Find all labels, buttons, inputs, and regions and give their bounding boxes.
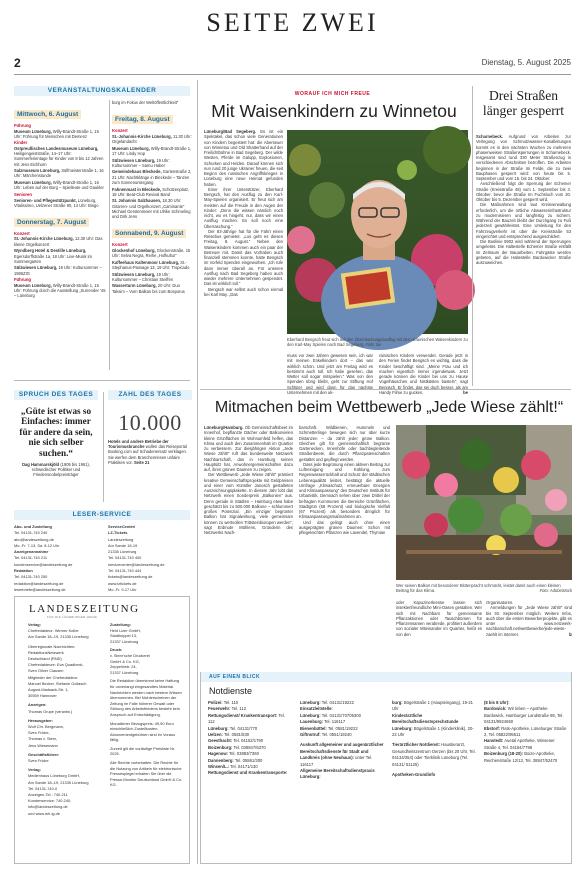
imprint-line-value: RedaktionsNetzwerk <box>28 649 64 655</box>
imprint-line-value: Überregionale Nachrichten: <box>28 643 76 649</box>
calendar-venue: Museum Lüneburg, <box>14 180 52 186</box>
notdienst-phone: Auetal Apotheke, Winsener Straße 4, Tel. 04184/7799 <box>484 738 555 750</box>
number-ref: Seite 21 <box>133 459 150 465</box>
paragraph: Bengsch war selbst auch schon einmal bei Karl May. „Das <box>204 286 283 297</box>
notdienst-col3 <box>392 700 476 778</box>
notdienst-entry <box>392 700 476 713</box>
calendar-venue: Senioren- und Pflegestützpunkt, <box>14 197 77 203</box>
calendar-detail: Glockenstraße, 15 Uhr: Selva Negra, Reihe „Hofkultur“ <box>112 247 191 258</box>
calendar-venue: Salzmuseum Lüneburg, <box>14 168 61 174</box>
notdienst-name: burg: <box>392 700 403 705</box>
notdienst-name: Giftnotruf: <box>300 732 321 738</box>
imprint-line-value: Mitglieder der Chefredaktion: <box>28 674 78 680</box>
calendar-venue: Museum Lüneburg, <box>14 282 52 288</box>
calendar-detail: burg im Fokus der Weltöffentlichkeit“ <box>112 100 179 105</box>
wiese-text-col3: oder Kapuzinerkresse lassen sich insektenfreundliche Mini-Oasen gestalten. Wer sich mit Nachbarn für gemeinsame Pflanzaktionen oder Tauschbörsen für Pflanzensamen verabrede, profitiert außerdem von sozialer Miteinander im Quartier, heißt es von den <box>396 600 482 637</box>
imprint-line-value: Sven Oliver Clausen <box>28 668 64 674</box>
article-headline: Mit Waisenkindern zu Winnetou <box>211 101 457 121</box>
notdienst-entry <box>300 742 384 768</box>
notdienst-entry <box>484 738 568 751</box>
quote-heading: SPRUCH DES TAGES <box>14 390 98 400</box>
imprint-line-value: info@landeszeitung.de <box>28 804 68 810</box>
notdienst-entry <box>392 742 476 768</box>
notdienst-name: Lauenburg: <box>300 719 324 725</box>
calendar-item <box>112 134 192 144</box>
notdienst-name: Rettungsdienst und Krankentransporte: <box>208 770 288 776</box>
notdienst-name: Tierärztlicher Notdienst: <box>392 742 441 748</box>
quote-author: Dag Hammarskjöld <box>22 462 60 468</box>
imprint-line-label: Verlag: <box>28 767 41 773</box>
notdienst-name: Geesthacht: <box>208 738 233 744</box>
calendar-venue: Museum Lüneburg, <box>112 145 150 151</box>
imprint-line-value: Monatlicher Bezugspreis: 49,90 Euro einschließlich Zustellkosten. Abonnementgebühren sind im Voraus fällig. <box>110 720 176 743</box>
article-kicker: WORAUF ICH MICH FREUE <box>294 91 371 97</box>
notdienst-entry <box>208 713 292 726</box>
service-line-value: Tel. 04131-740 211 <box>14 555 48 561</box>
service-line-label: Abo- und Zustellung <box>14 524 52 529</box>
notdienst-name: Lüneburg: <box>300 712 321 718</box>
imprint-line-value: August-Madsack-Str. 1, <box>28 687 69 693</box>
notdienst-phone: Tel. 038847/6370 <box>232 744 266 750</box>
calendar-venue: Sülzwiesen Lüneburg, <box>112 157 156 163</box>
imprint-line-label: Verlag: <box>28 622 41 627</box>
calendar-detail: Schützenplatz, 18 Uhr: Beat-Club Revival Band <box>112 186 190 197</box>
imprint-line-value: Am Sande 18–19, 21335 Lüneburg <box>28 634 89 640</box>
calendar-column-1 <box>14 100 106 300</box>
imprint-line <box>110 721 184 743</box>
calendar-detail: St.-Stephanus-Passage 13, 19 Uhr: Tropicado <box>112 259 190 270</box>
calendar-venue: St.-Johannis-Kirche Lüneburg, <box>112 133 172 139</box>
calendar-venue: Sülzwiesen Lüneburg, <box>14 265 58 271</box>
notdienst-entry <box>392 713 476 739</box>
notdienst-phone: unter Tel. 116117 <box>300 755 373 767</box>
quote-text: „Güte ist etwas so Einfaches: immer für andere da sein, nie sich selber suchen.“ <box>19 406 93 458</box>
service-line-value: Tel. 04131-740 250 <box>14 574 48 580</box>
notdienst-name: Polizei: <box>208 700 223 705</box>
service-right <box>108 524 194 593</box>
notdienst-name: Hanstedt: <box>484 738 504 744</box>
paragraph: Die Buslinie 5902 wird während der Sperrungen umgeleitet. Die Haltestelle Echemer Straße entfällt im Zeitraum der Bauarbeiten. Fahrgäste werden gebeten, auf die Haltestelle Bardowicker Straße auszuweichen. <box>476 239 571 265</box>
notdienst-name: Feuerwehr: <box>208 706 231 712</box>
notdienst-phone: Tel. 0581/830 <box>222 732 250 738</box>
wiese-text-col1: Lüneburg/Hamburg. Ob Gemeinschaftsbeet im Innenhof, bepflanzte Dächer oder Balkonvielen kleine Grünflächen im Wohnumfeld helfen, das Klima und auch den Zusammenhalt im Quartier zu verbessern. Zur diesjährigen Aktion „Jede Wiese zählt!“ ruft das bundesweite Netzwerk Nachbarschaft, das in Hamburg seinen Hauptsitz hat, Anwohnergemeinschaften dazu auf, ihren grünen Daumen zu zeigen. Der Wettbewerb „Jede Wiese zählt!“ prämiert kreative Gemeinschaftsprojekte mit Geldpreisen und einer vom Künstler Janosch gestalteten Auszeichnungsplakette. In diesem Jahr lobt das Netzwerk einen Sonderpreis „Balkonien“ aus. Denn gerade in Städten – Hamburg etwa habe geschätzt bis zu 500.000 Balkone – schlummert großes Potenzial. „Ein einziger begrünter Balkon hat Signalwirkung, viele gemeinsam können zu wertvollen Trittsteinbiotopen werden“, sagt Erdmute Mühlens, Gründerin des Netzwerks Nach- <box>204 425 293 535</box>
notdienst-entry <box>392 772 476 778</box>
service-line <box>108 587 194 593</box>
calendar-item <box>14 236 106 246</box>
notdienst-phone: Tel. 04131/770 <box>228 725 258 731</box>
service-line-value: Tel. 04131-740 400 <box>108 555 142 561</box>
balcony-photo <box>396 425 572 580</box>
calendar-detail: 19 Uhr: Kultursommer – Samu Haber <box>112 157 170 168</box>
imprint-line-value: Medienhaus Lüneburg GmbH, <box>28 773 81 779</box>
notdienst-phone: Tel. 110 <box>222 700 239 705</box>
notdienst-name: Dannenberg: <box>208 757 234 763</box>
calendar-detail: Willy-Brandt-Straße 1, 15 Uhr: Führung durch die Ausstellung „Surrender ’45 – Lüneburg <box>14 282 106 299</box>
paragraph: barschaft. Wildbienen, Hummeln und Schmetterlinge bewegen sich nur über kurze Distanzen – da zählt jeder grüne Balkon. Gleiches gilt für gemeinschaftlich begrünte Gartenecken, Innenhöfe oder bachbegleitende Straßenbeete, die durch Pflanzpatenschaften gestaltet und gepflegt werden. <box>299 425 390 462</box>
divider <box>103 392 104 502</box>
calendar-detail: Heiligengeiststraße, 14–17 Uhr: Sommerferientage für Kinder von 8 bis 12 Jahren mit Jens Eichhorn <box>14 151 104 167</box>
calendar-item <box>112 100 192 105</box>
imprint-line-value: Thomas Grupe (verantw.) <box>28 708 73 714</box>
notdienst-name: Rettungsdienst/ Krankentransport: <box>208 712 278 718</box>
service-line-value: tickets@landeszeitung.de <box>108 574 153 580</box>
number-text-bold: Hotels und andere Betriebe der Tourismusbranche <box>108 439 169 450</box>
imprint-line-value: Am Sande 18–19, 21335 Lüneburg <box>28 779 89 785</box>
calendar-day <box>14 103 106 121</box>
notdienst-phone: Tel. 04171/130 <box>229 764 258 770</box>
service-box <box>14 510 190 520</box>
imprint-line-value: Jens Wiesemann <box>28 742 58 748</box>
calendar-item <box>112 283 192 293</box>
imprint-line-value: Manuel Becker, Stefanie Gollasch <box>28 680 87 686</box>
notdienst-name: Apotheken-Grundinfo <box>392 772 436 778</box>
calendar-detail: Egersdorffstraße 1a, 18 Uhr: Live-Musik im Sommergarten <box>14 253 92 264</box>
notdienst-phone: Tel. 112 <box>230 706 247 712</box>
calendar-venue: Fahnenmast in Bleckede, <box>112 186 162 192</box>
calendar-item <box>14 198 106 208</box>
notdienst-col1 <box>208 700 292 777</box>
calendar-venue: Wyndberg Hotel & Destille Lüneburg, <box>14 248 87 254</box>
notdienst-phone: Tel. 0551/19240 <box>320 732 352 738</box>
notdienst-entry <box>300 768 384 781</box>
calendar-item <box>14 265 106 275</box>
service-left <box>14 524 102 593</box>
calendar-venue: Glockenhof Lüneburg, <box>112 247 156 253</box>
notdienst-name: Boizenburg: <box>208 744 233 750</box>
portrait-photo <box>287 130 468 334</box>
service-line-value: www.lztickets.de <box>108 580 137 586</box>
balcony-caption: Wer seinen Balkon mit besonderer Blütenpracht schmückt, leistet damit auch einen kleinen Beitrag für das Klima. Foto: AdobeStock <box>396 583 572 594</box>
notdienst-title: Notdienste <box>209 686 253 696</box>
notdienst-name: Einsatzleitstelle: <box>300 706 333 712</box>
notdienst-col4 <box>484 700 568 764</box>
imprint-line-value: Sven Fricke <box>28 758 49 764</box>
notdienst-phone: Rats-Apotheke, Lüneburger Straße 2, Tel. 05822/95511 <box>484 725 567 738</box>
paragraph: Der 83-Jährige hat für die Fahrt einen Reisebus gemietet. „Los geht es diesen Freitag, 8. August.“ Neben den Waisenkindern kommen auch ein paar der Betreuer mit. Damit das Vorhaben auch finanziell stemmen konnte, hatte Bengsch im Vorfeld Spenden eingeworben. „Ich rufe dann immer überall an. Für unseren Ausflug nach Bad Segeberg haben auch wieder mehrere Unternehmen gespendet. Das ist wirklich toll.“ <box>204 228 283 287</box>
notdienst-entry <box>484 751 568 764</box>
notdienst-name: (8 bis 8 Uhr): <box>484 700 510 705</box>
calendar-venue: Ostpreußisches Landesmuseum Lüneburg, <box>14 145 99 151</box>
calendar-item <box>112 187 192 197</box>
calendar-item <box>14 283 106 299</box>
calendar-item <box>112 272 192 282</box>
number-box <box>108 390 192 465</box>
service-line-value: Mo.-Fr. 9-17 Uhr <box>108 586 137 592</box>
notdienst-entry <box>208 770 292 776</box>
calendar-category: Konzert <box>14 230 30 236</box>
service-line-value: kundenservice@landeszeitung.de <box>14 561 73 567</box>
imprint-column-1 <box>28 622 104 817</box>
notdienst-col2 <box>300 700 384 781</box>
paragraph: Und das gelingt auch ohne einen ausgeprägten grünen Daumen: Schon mit pflegeleichten Pflanzen wie Lavendel, Thymian <box>299 519 390 535</box>
calendar-day-label: Sonnabend, 9. August <box>112 229 186 238</box>
notdienst-name: Bienenbüttel: <box>300 725 327 731</box>
calendar-day <box>112 108 192 126</box>
calendar-item <box>112 158 192 168</box>
paragraph: Anmeldungen für „Jede Wiese zählt!“ sind bis 30. September möglich. Weitere Infos, auch über die ersten Bewerberprojekte, gibt es unter www.netzwerk-nachbarschaft.net/wettbewerbe/jede-wiese-zaehlt im Internet. <box>486 605 572 637</box>
calendar-item <box>112 260 192 270</box>
calendar-detail: 19 Uhr: Kultursommer – Christian Steiffen <box>112 271 174 282</box>
paragraph: Einer ihrer Unterstützer, Eberhard Bengsch, hat den Ausflug zu den Karl-May-Spielen organisiert. Er freut sich am meisten auf die Freude in den Augen der Kinder: „Denn die wissen nämlich noch nicht, wo es hingeht, nur, dass wir einen Ausflug machen. Es soll noch eine Überraschung.“ <box>204 186 283 229</box>
article-text-col1: Lüneburg/Bad Segeberg. Es ist ein Spektakel, das schon viele Generationen von Kindern begeistert hat: die Abenteuer von Winnetou und Old Shatterhand auf der Freilichtbühne in Bad Segeberg. Der wilde Westen, Pferde im Galopp, Explosionen, Schurken und Helden. Darauf können sich nun rund 20 junge Ukrainer freuen, die seit Beginn des russischen Angriffskrieges in Lüneburg eine neue Heimat gefunden haben. Einer ihrer Unterstützer, Eberhard Bengsch, hat den Ausflug zu den Karl-May-Spielen organisiert. Er freut sich am meisten auf die Freude in den Augen der Kinder: „Denn die wissen nämlich noch nicht, wo es hingeht, nur, dass wir einen Ausflug machen. Es soll noch eine Überraschung.“ Der 83-Jährige hat für die Fahrt einen Reisebus gemietet. „Los geht es diesen Freitag, 8. August.“ Neben den Waisenkindern kommen auch ein paar der Betreuer mit. Damit das Vorhaben auch finanziell stemmen konnte, hatte Bengsch im Vorfeld Spenden eingeworben. „Ich rufe dann immer überall an. Für unseren Ausflug nach Bad Segeberg haben auch wieder mehrere Unternehmen gespendet. Das ist wirklich toll.“ Bengsch war selbst auch schon einmal bei Karl May. „Das <box>204 129 283 297</box>
calendar-detail: Willy-Brandt-Straße 1, 16 Uhr: Leben auf der Burg – Spielleute und Gaukler <box>14 180 104 191</box>
calendar-category: Führung <box>14 277 31 283</box>
notdienst-name: Winsen/L.: <box>208 764 230 770</box>
notdienst-phone: Tel. 116117 <box>323 719 346 725</box>
photo-caption: Eberhard Bengsch freut sich auf den Überraschungsausflug mit den ukrainischen Waisenkindern zu den Karl-May Spielen nach Bad Segeberg. Foto: be <box>287 337 468 348</box>
calendar-venue: St.-Johannis-Kirche Lüneburg, <box>14 236 74 242</box>
imprint-line-value: Chefredakteure: Eva Quadbeck, <box>28 662 84 668</box>
service-line-value: Tel. 04131-740 444 <box>108 568 142 574</box>
calendar-category: Konzert <box>112 128 128 134</box>
wiese-text-col2 <box>299 425 390 665</box>
notdienst-name: Allgemeine Bereitschaftsdienstpraxis Lüneburg: <box>300 768 375 780</box>
page-title: SEITE ZWEI <box>206 8 379 37</box>
notdienst-name: Boizenburg (18-20): <box>484 751 524 757</box>
calendar-detail: 18.30 Uhr: Gitarren- und Orgelkonzert „Caminante“ Michael Gerstenmeier mit Ulrike Schmeling und Dirk Jens <box>112 198 191 220</box>
number-value: 10.000 <box>118 410 182 435</box>
calendar-detail: Lüneburg, Vitalissimo, Uelzener Straße 90, 14 Uhr: Bingo <box>14 197 99 208</box>
article-text-col3: rainischen Kindern verwendet. Gerade jetzt in den Ferien findet Bengsch es wichtig, dass die Kinder beschäftigt sind. „Meine Frau und ich machen eigentlich immer irgendetwas. Jetzt gerade können die Kinder bei uns zu Hause Vogelhäuschen und Nistkästen basteln“, sagt Bengsch. Er findet, das sei doch besser, als am Handy Filme zu gucken. be <box>379 353 468 395</box>
notdienst-phone: Tel. 04152/1790 <box>232 738 264 744</box>
service-line-label: ServiceCenter/ <box>108 524 136 529</box>
imprint-line-value: Stadtkoppel 13, <box>110 633 138 639</box>
calendar-category: Kinder <box>14 140 28 146</box>
calendar-item <box>14 180 106 190</box>
imprint-line-value: Die Redaktion übernimmt keine Haftung für unverlangt eingesandtes Material. Nachrichten werden nach bestem Wissen übernommen. Bei Nichterscheinen der Zeitung im Falle höherer Gewalt oder Störung des Arbeitsfriedens besteht kein Anspruch auf Entschädigung. <box>110 678 182 717</box>
paragraph: rainischen Kindern verwendet. Gerade jetzt in den Ferien findet Bengsch es wichtig, dass die Kinder beschäftigt sind. „Meine Frau und ich machen eigentlich immer irgendetwas. Jetzt gerade können die Kinder bei uns zu Hause Vogelhäuschen und Nistkästen basteln“, sagt Bengsch. Er findet, das sei doch besser, als am Handy Filme zu gucken. <box>379 353 468 395</box>
imprint-line-value: Heid Lizer GmbH, <box>110 627 141 633</box>
calendar-day <box>112 222 192 240</box>
wiese-headline: Mitmachen beim Wettbewerb „Jede Wiese zählt!“ <box>214 399 564 416</box>
notdienst-phone: Tel. 03883/7360 <box>228 751 259 757</box>
imprint-subtitle: FÜR DIE LÜNEBURGER HEIDE <box>47 615 98 619</box>
service-line-value: Mo.-Fr. 7-13, Sa. 8-12 Uhr <box>14 542 60 548</box>
wiese-text-col4: Organisatoren. Anmeldungen für „Jede Wiese zählt!“ sind bis 30. September möglich. Weitere Infos, auch über die ersten Bewerberprojekte, gibt es unter www.netzwerk-nachbarschaft.net/wettbewerbe/jede-wiese-zaehlt im Internet. lz <box>486 600 572 637</box>
calendar-detail: 12.30 Uhr: Das kleine Orgelkonzert <box>14 236 103 247</box>
calendar-divider <box>109 100 110 370</box>
paragraph: Dass jede Begrünung einen aktiven Beitrag zur Luftreinigung und Kühlung, zum Regenwasserrückhalt und Schutz der städtischen Lebensqualität leistet, bestätigt die aktuelle Umfrage „Klimaschutz, erneuerbare Energien und Klimaanpassung“ des Deutschen Instituts für Urbanistik. Demnach sehen über zwei Drittel der befragten Kommunen die Bereiche Grünflächen, Stadtgrün (66 Prozent) und biologische Vielfalt (67 Prozent) als besonders dringlich für Klimaanpassungsmaßnahmen an. <box>299 461 390 520</box>
imprint-line-label: Anzeigen: <box>28 702 47 708</box>
service-heading: LESER-SERVICE <box>14 510 190 520</box>
service-line-label: Anzeigenannahme <box>14 549 49 555</box>
calendar-item <box>112 169 192 185</box>
calendar-day-label: Mittwoch, 6. August <box>14 110 81 119</box>
service-line <box>14 587 102 593</box>
notdienst-phone: Tel. 04131/19222 <box>320 700 354 705</box>
calendar-detail: 20 Uhr: Duo Taksim – Vom Balkan bis zum Bosporus <box>112 283 185 294</box>
imprint-line-value: Alle Rechte vorbehalten. Die Rechte für die Nutzung von Artikeln für elektronische Pressespiegel erhalten Sie über die Presse-Monitor Deutschland GmbH & Co. KG. <box>110 760 183 788</box>
calendar-item <box>112 198 192 219</box>
imprint-line-value: 21337 Lüneburg <box>110 669 139 675</box>
paragraph: Der Wettbewerb „Jede Wiese zählt!“ prämiert kreative Gemeinschaftsprojekte mit Geldpreisen und einer vom Künstler Janosch gestalteten Auszeichnungsplakette. In diesem Jahr lobt das Netzwerk einen Sonderpreis „Balkonien“ aus. Denn gerade in Städten – Hamburg etwa habe geschätzt bis zu 500.000 Balkone – schlummert großes Potenzial. „Ein einziger begrünter Balkon hat Signalwirkung, viele gemeinsam können zu wertvollen Trittsteinbiotopen werden“, sagt Erdmute Mühlens, Gründerin des Netzwerks Nach- <box>204 472 293 535</box>
calendar-category: Konzert <box>112 242 128 248</box>
notdienst-phone: Tel. 04131/70705300 <box>320 712 361 718</box>
notdienst-phone: Wir leben – Apotheke Bardowick, Hamburger Landstraße 69, Tel. 04131/9924650 <box>484 706 564 725</box>
imprint-line-value: Sven Fricke, <box>28 730 50 736</box>
paragraph: Es ist ein Spektakel, das schon viele Generationen von Kindern begeistert hat: die Abenteuer von Winnetou und Old Shatterhand auf der Freilichtbühne in Bad Segeberg. Der wilde Westen, Pferde im Galopp, Explosionen, Schurken und Helden. Darauf können sich nun rund 20 junge Ukrainer freuen, die seit Beginn des russischen Angriffskrieges in Lüneburg eine neue Heimat gefunden haben. <box>204 129 283 187</box>
calendar-category: Führung <box>14 123 31 128</box>
side-article-text: Scharnebeck. Aufgrund von Arbeiten zur Verlegung von Schmutzwasser-Kanalleitungen kommt es in den nächsten Wochen zu mehreren phasenweisen Straßensperrungen in Scharnebeck. Insgesamt sind rund 330 Meter Straßenzug in verschiedenen Abschnitten betroffen. Die Arbeiten beginnen in der Straße Im Felde, die zu zwei Bauphasen gesperrt wird: von heute bis 5. September und vom 15. bis 24. Oktober. Anschließend folgt die Sperrung der Echemer Straße (Kreisstraße 48) vom 1. September bis 3. Oktober, bevor die Straße Im Fuchsloch vom 20. Oktober bis 5. Dezember gesperrt wird. Die Maßnahmen sind laut Kreisverwaltung erforderlich, um die örtliche Abwasserinfrastruktur zu modernisieren und langfristig zu sichern. Während der Bauzeit bleibt der Durchgang zu Fuß jederzeit gewährleistet. Eine Umleitung für den Fahrzeugverkehr ist über die Kreisstraße 53 eingerichtet und entsprechend ausgeschildert. Die Buslinie 5902 wird während der Sperrungen umgeleitet. Die Haltestelle Echemer Straße entfällt im Zeitraum der Bauarbeiten. Fahrgäste werden gebeten, auf die Haltestelle Bardowicker Straße auszuweichen. <box>476 134 571 265</box>
page-number: 2 <box>14 56 21 70</box>
notdienst-name: Lüneburg: <box>300 700 321 705</box>
imprint-line-value: Zeppelinstr. 24, <box>110 664 137 670</box>
imprint-line-value: Wolf Chr. Bergmann, <box>28 724 65 730</box>
divider <box>200 389 571 390</box>
paragraph: Anschließend folgt die Sperrung der Echemer Straße (Kreisstraße 48) vom 1. September bis 3. Oktober, bevor die Straße Im Fuchsloch vom 20. Oktober bis 5. Dezember gesperrt wird. <box>476 181 571 202</box>
service-line-value: redaktion@landeszeitung.de <box>14 580 64 586</box>
calendar-venue: Wasserturm Lüneburg, <box>112 283 157 289</box>
imprint-line <box>110 746 184 757</box>
calendar-venue: St. Johannis Salzhausen, <box>112 198 162 204</box>
imprint-line-value: Anzeigen-Tel.: 740-211 <box>28 792 68 798</box>
notdienst-name: Auskunft allgemeiner und augenärztlicher Bereitschaftsdienste für Stadt und Landkreis (ohne Neuhaus): <box>300 742 384 761</box>
notdienst-name: Kinderärztliche Bereitschaftsdienstsprechstunde Lüneburg: <box>392 712 459 731</box>
calendar-column-2 <box>112 100 192 295</box>
calendar-item <box>112 248 192 258</box>
masthead-rule <box>14 74 571 75</box>
number-text: wollen das Reiseportal Booking.com auf Schadenersatz verklagen. Sie werfen dem Branchenriesen unfaire Praktiken vor. <box>108 444 187 465</box>
notdienst-phone: Haustierarzt, Gesundheitszentrum Oerzen (bis 20 Uhr, Tel. 04134/354) oder Tierklinik Lüneburg (Tel. 04131/ 51125) <box>392 742 476 767</box>
calendar-day <box>14 211 106 229</box>
calendar-day-label: Freitag, 8. August <box>112 115 173 124</box>
column-divider <box>197 80 198 864</box>
calendar-category: Senioren <box>14 192 32 198</box>
imprint-line-label: Druck: <box>110 647 123 653</box>
calendar-detail: Willy-Brandt-Straße 1, 15 Uhr: Führung für Menschen mit Demenz <box>14 128 99 139</box>
notdienst-name: Uelzen: <box>208 732 223 738</box>
imprint-line-label: Herausgeber: <box>28 717 54 723</box>
service-line-label: Redaktion <box>14 568 33 574</box>
service-line-value: abo@landeszeitung.de <box>14 536 54 542</box>
paragraph: Ob Gemeinschaftsbeet im Innenhof, bepflanzte Dächer oder Balkonvielen kleine Grünflächen im Wohnumfeld helfen, das Klima und auch den Zusammenhalt im Quartier zu verbessern. Zur diesjährigen Aktion „Jede Wiese zählt!“ ruft das bundesweite Netzwerk Nachbarschaft, das in Hamburg seinen Hauptsitz hat, Anwohnergemeinschaften dazu auf, ihren grünen Daumen zu zeigen. <box>204 425 293 472</box>
imprint-line <box>110 760 184 788</box>
notdienst-name: Ebstorf: <box>484 725 501 731</box>
calendar-detail: Gartenstraße 2, 21 Uhr: Nachtklänge in Bleckede – Tanzen zum Sonnenuntergang <box>112 169 192 185</box>
paragraph: Die Maßnahmen sind laut Kreisverwaltung erforderlich, um die örtliche Abwasserinfrastruktur zu modernisieren und langfristig zu sichern. Während der Bauzeit bleibt der Durchgang zu Fuß jederzeit gewährleistet. Eine Umleitung für den Fahrzeugverkehr ist über die Kreisstraße 53 eingerichtet und entsprechend ausgeschildert. <box>476 202 571 239</box>
imprint-line-value: Deutschland (RND) <box>28 656 62 662</box>
imprint-line-value: Chefredakteur: Werner Kolbe <box>28 628 79 634</box>
imprint-line <box>28 811 104 817</box>
notdienst-entry <box>484 726 568 739</box>
service-line-value: Tel. 04131-740 240 <box>14 530 48 536</box>
imprint-line-value: 30559 Hannover <box>28 693 57 699</box>
column-divider <box>472 86 473 386</box>
article-text-col2: muss vor zwei Jahren gewesen sein, ich war mit meinen Enkelkindern dort – das war wirklich schön. Und jetzt am Freitag wird es bestimmt auch toll. Ich habe gesehen, das Wetter soll sogar mitspielen.“ Was von den Spenden übrig bleibt, geht zur Stiftung Hof Schlüter und wird dann für das nächste Unternehmen mit den uk- <box>287 353 373 395</box>
calendar-venue: Museum Lüneburg, <box>14 128 52 134</box>
service-line-value: Am Sande 18-19 <box>108 542 138 548</box>
calendar <box>14 86 190 96</box>
imprint-line-value: Zurzeit gilt die vorläufige Preisliste Nr. 2025. <box>110 745 176 757</box>
notdienst-name: Bardowick: <box>484 706 507 712</box>
imprint-line-value: und www.mh-lg.de <box>28 810 61 816</box>
calendar-detail: 11.30 Uhr: Orgelandacht <box>112 133 192 144</box>
quote-box <box>14 390 98 478</box>
paragraph: Organisatoren. <box>486 600 514 605</box>
calendar-venue: Gemeindehaus Bleckede, <box>112 169 162 175</box>
calendar-detail: Sülfmeisterstraße 1, 16 Uhr: Märchenstunde <box>14 168 104 179</box>
service-line-label: LZ-Tickets <box>108 530 128 536</box>
quote-author-desc: (1905 bis 1961), schwedischer Politiker und Friedensnobelpreisträger <box>31 462 90 478</box>
imprint-line-value: Thomas v. Stern, <box>28 736 58 742</box>
notdienst-entry <box>484 706 568 725</box>
imprint-line-value: Kundenservice: 740-240, <box>28 798 72 804</box>
calendar-item <box>14 129 106 139</box>
imprint-line-value: GmbH & Co. KG, <box>110 658 140 664</box>
notdienst-heading: AUF EINEN BLICK <box>201 672 571 682</box>
calendar-day-label: Donnerstag, 7. August <box>14 218 89 227</box>
calendar-detail: Willy-Brandt-Straße 1, 17 Uhr: Lindy Hop <box>112 145 192 156</box>
imprint-column-2 <box>110 622 184 788</box>
service-line-value: leserbriefe@landeszeitung.de <box>14 586 66 592</box>
notdienst-phone: Tel. 05861/300 <box>233 757 263 763</box>
imprint-line-label: Geschäftsführer: <box>28 751 60 757</box>
notdienst-phone: Boize-Apotheke, Reichenstraße 12/13, Tel. 38847/52470 <box>484 751 558 763</box>
imprint-line-label: Zustellung: <box>110 622 131 627</box>
calendar-heading: VERANSTALTUNGSKALENDER <box>14 86 190 96</box>
imprint-title: LANDESZEITUNG <box>29 603 140 615</box>
page-date: Dienstag, 5. August 2025 <box>481 58 571 67</box>
notdienst-phone: Tel. 0581/19222 <box>326 725 358 731</box>
calendar-detail: 19 Uhr: Kultursommer – 1986ZIG <box>14 265 102 276</box>
imprint-line-value: v. Stern’sche Druckerei <box>110 652 150 658</box>
calendar-item <box>14 248 106 264</box>
number-heading: ZAHL DES TAGES <box>108 390 192 400</box>
calendar-venue: Kaffeehaus Kaltenmoor Lüneburg, <box>112 259 180 265</box>
paragraph: Aufgrund von Arbeiten zur Verlegung von Schmutzwasser-Kanalleitungen kommt es in den nächsten Wochen zu mehreren phasenweisen Straßensperrungen in Scharnebeck. Insgesamt sind rund 330 Meter Straßenzug in verschiedenen Abschnitten betroffen. Die Arbeiten beginnen in der Straße Im Felde, die zu zwei Bauphasen gesperrt wird: von heute bis 5. September und vom 15. bis 24. Oktober. <box>476 134 571 181</box>
divider <box>14 380 190 381</box>
calendar-item <box>14 168 106 178</box>
calendar-item <box>14 146 106 167</box>
notdienst-name: Lüneburg: <box>208 725 229 731</box>
side-article-headline: Drei Straßen länger gesperrt <box>482 88 565 118</box>
imprint-line <box>110 678 184 717</box>
service-line-value: Landeszeitung <box>108 536 134 542</box>
service-line-value: 21335 Lüneburg <box>108 549 137 555</box>
calendar-item <box>112 146 192 156</box>
imprint-line-value: 21337 Lüneburg <box>110 638 139 644</box>
imprint-line-value: Tel. 04131-740-0 <box>28 785 58 791</box>
notdienst-name: Hagenow: <box>208 751 229 757</box>
notdienst-phone: Bögelstraße 1 (Kinderklinik), 20-22 Uhr <box>392 725 474 738</box>
notdienst-phone: Bögelstraße 1 (Haupteingang), 19-21 Uhr <box>392 700 474 712</box>
notdienst-phone: Tel. 112 <box>208 712 285 725</box>
service-line-value: servicecenter@landeszeitung.de <box>108 561 165 567</box>
calendar-venue: Sülzwiesen Lüneburg, <box>112 271 156 277</box>
